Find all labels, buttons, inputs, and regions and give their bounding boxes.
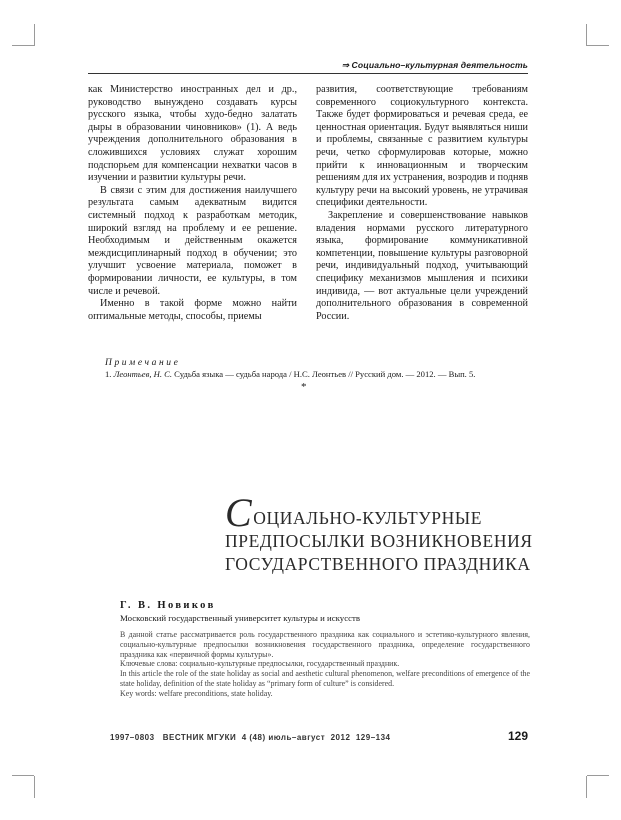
crop-mark (586, 24, 587, 46)
right-column (316, 84, 528, 323)
crop-mark (587, 45, 609, 46)
crop-mark (586, 776, 587, 798)
page-range: 129–134 (355, 733, 391, 742)
keywords-en: Key words: welfare preconditions, state holiday. (120, 688, 273, 698)
title-line-3: ГОСУДАРСТВЕННОГО ПРАЗДНИКА (225, 554, 531, 574)
article-title (225, 490, 533, 576)
running-header (88, 60, 528, 74)
paragraph: Именно в такой форме можно найти оптимальные методы, способы, приемы (88, 298, 297, 322)
page-number: 129 (508, 729, 529, 743)
note-item (105, 369, 535, 380)
crop-mark (12, 775, 34, 776)
section-separator: * (301, 381, 307, 393)
author-name: Г. В. Новиков (120, 600, 216, 611)
issue: 4 (48) июль–август (241, 733, 326, 742)
abstract-en: In this article the role of the state holiday as social and aesthetic cultural phenomenon, welfare preconditions of emergence of the state holiday, definition of the state holiday as “primary form of culture” is considered. (120, 669, 530, 688)
keywords-ru: Ключевые слова: социально-культурные предпосылки, государственный праздник. (120, 659, 400, 669)
author-affiliation: Московский государственный университет культуры и искусств (120, 613, 361, 623)
crop-mark (12, 45, 34, 46)
note-reference: Судьба языка — судьба народа / Н.С. Леонтьев // Русский дом. — 2012. — Вып. 5. (172, 369, 476, 379)
section-title: ⇒ Социально–культурная деятельность (341, 60, 528, 70)
crop-mark (34, 776, 35, 798)
footer (0, 729, 621, 745)
notes-title: Примечание (105, 358, 181, 368)
journal-meta (110, 733, 391, 742)
year: 2012 (330, 733, 351, 742)
notes-section (105, 358, 535, 380)
note-number: 1. (105, 369, 114, 379)
abstract-ru: В данной статье рассматривается роль государственного праздника как социального и эстетико-культурного явления, социально-культурные предпосылки возникновения государственного праздника, определение государственного праздника как «первичной формы культуры». (120, 630, 530, 659)
paragraph: как Министерство иностранных дел и др., руководство вынуждено создавать курсы русского языка, чтобы худо-бедно залатать дыры в образовании чиновников» (1). А ведь учреждения дополнительного образования в сложившихся условиях служат хорошим подспорьем для компенсации нехватки часов в изучении и развитии культуры речи. (88, 84, 297, 184)
left-column (88, 84, 297, 323)
title-line-2: ПРЕДПОСЫЛКИ ВОЗНИКНОВЕНИЯ (225, 531, 533, 551)
title-line-1-rest: ОЦИАЛЬНО-КУЛЬТУРНЫЕ (253, 508, 482, 528)
paragraph: развития, соответствующие требованиям современного социокультурного контекста. Также будет формироваться и речевая среда, ее ценностная ориентация. Будут выявляться ниши и проблемы, связанные с развитием культуры речи, четко сформулировав которые, можно прийти к инновационным и творческим решениям для их устранения, возродив и подняв культуру речи на высокий уровень, не утрачивая специфики деятельности. (316, 84, 528, 209)
crop-mark (587, 775, 609, 776)
issn: 1997–0803 (110, 733, 155, 742)
paragraph: Закрепление и совершенствование навыков владения нормами русского литературного языка, формирование коммуникативной компетенции, повышение культуры разговорной речи, индивидуальный подход, учитывающий специфику механизмов мышления и психики индивида, — вот актуальные цели учреждений дополнительного образования в современной России. (316, 209, 528, 322)
paragraph: В связи с этим для достижения наилучшего результата самым адекватным видится системный подход к разработкам методик, широкий взгляд на проблему и ее решение. Необходимым и действенным окажется междисциплинарный подход в обучении; это улучшит усвоение материала, поможет в формировании личности, ее культуры, в том числе и речевой. (88, 184, 297, 297)
note-author: Леонтьев, Н. С. (113, 369, 173, 379)
title-line-1 (225, 490, 525, 535)
journal-name: ВЕСТНИК МГУКИ (162, 733, 237, 742)
abstract (120, 630, 530, 699)
header-rule (88, 73, 528, 74)
title-initial: С (225, 490, 253, 535)
crop-mark (34, 24, 35, 46)
